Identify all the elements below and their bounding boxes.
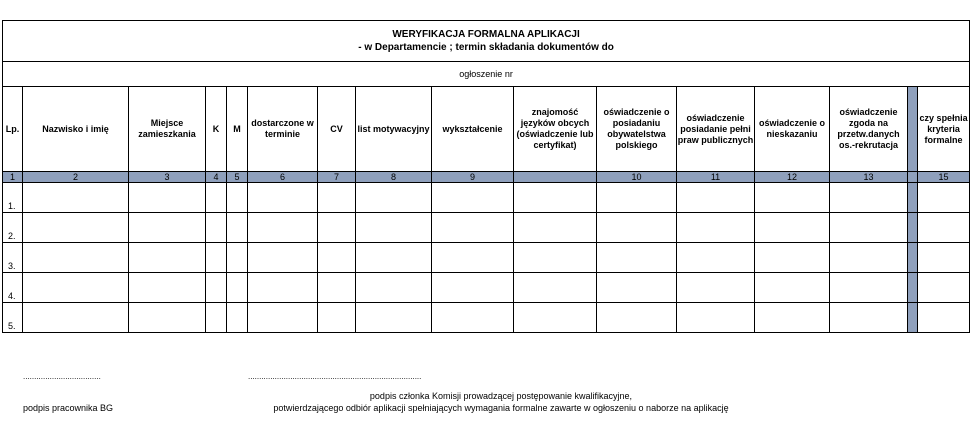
form-cell[interactable] [597, 303, 677, 333]
shaded-cell [908, 183, 918, 213]
form-cell[interactable] [227, 243, 248, 273]
form-cell[interactable] [318, 273, 356, 303]
form-cell[interactable] [206, 243, 227, 273]
table-row [3, 213, 970, 243]
header-k: K [206, 87, 227, 172]
form-cell[interactable] [356, 213, 432, 243]
form-cell[interactable] [227, 303, 248, 333]
table-row [3, 243, 970, 273]
form-cell[interactable] [830, 273, 908, 303]
form-cell[interactable] [23, 183, 129, 213]
data-rows [3, 183, 970, 333]
form-cell[interactable] [248, 303, 318, 333]
form-cell[interactable] [248, 273, 318, 303]
col-number: 10 [597, 172, 677, 183]
col-number [514, 172, 597, 183]
col-number: 15 [918, 172, 970, 183]
form-cell[interactable] [206, 303, 227, 333]
form-cell[interactable] [23, 243, 129, 273]
header-cover-letter: list motywacyjny [356, 87, 432, 172]
col-number: 2 [23, 172, 129, 183]
header-lp: Lp. [3, 87, 23, 172]
table-row [3, 273, 970, 303]
form-cell[interactable] [677, 183, 755, 213]
notice-number: ogłoszenie nr [3, 62, 970, 87]
form-cell[interactable] [206, 273, 227, 303]
form-cell[interactable] [918, 213, 970, 243]
form-cell[interactable] [356, 183, 432, 213]
header-shaded-column [908, 87, 918, 172]
row-number: 5. [3, 303, 23, 333]
header-residence: Miejsce zamieszkania [129, 87, 206, 172]
form-cell[interactable] [830, 243, 908, 273]
row-number: 3. [3, 243, 23, 273]
form-cell[interactable] [23, 303, 129, 333]
form-cell[interactable] [677, 213, 755, 243]
table-row [3, 183, 970, 213]
form-cell[interactable] [129, 213, 206, 243]
form-cell[interactable] [318, 243, 356, 273]
form-cell[interactable] [432, 243, 514, 273]
form-cell[interactable] [918, 303, 970, 333]
form-cell[interactable] [677, 243, 755, 273]
col-number: 11 [677, 172, 755, 183]
form-cell[interactable] [830, 303, 908, 333]
col-number: 13 [830, 172, 908, 183]
header-no-conviction: oświadczenie o nieskazaniu [755, 87, 830, 172]
form-cell[interactable] [514, 183, 597, 213]
signature-label-right-line2: potwierdzającego odbiór aplikacji spełniających wymagania formalne zawarte w ogłoszeniu o naborze na aplikację [273, 403, 729, 413]
form-cell[interactable] [514, 303, 597, 333]
form-cell[interactable] [514, 243, 597, 273]
form-cell[interactable] [918, 273, 970, 303]
form-cell[interactable] [23, 213, 129, 243]
form-cell[interactable] [514, 273, 597, 303]
form-cell[interactable] [677, 273, 755, 303]
form-cell[interactable] [227, 183, 248, 213]
form-cell[interactable] [129, 273, 206, 303]
form-cell[interactable] [356, 273, 432, 303]
shaded-cell [908, 273, 918, 303]
form-cell[interactable] [597, 213, 677, 243]
form-cell[interactable] [356, 243, 432, 273]
shaded-cell [908, 303, 918, 333]
signature-line-left: ................................... [23, 372, 101, 381]
verification-table [2, 20, 970, 333]
form-title-line2: - w Departamencie ; termin składania dokumentów do [358, 42, 614, 53]
form-cell[interactable] [918, 243, 970, 273]
form-cell[interactable] [227, 273, 248, 303]
header-name: Nazwisko i imię [23, 87, 129, 172]
form-cell[interactable] [755, 273, 830, 303]
form-cell[interactable] [318, 303, 356, 333]
header-public-rights: oświadczenie posiadanie pełni praw publicznych [677, 87, 755, 172]
header-meets-criteria: czy spełnia kryteria formalne [918, 87, 970, 172]
form-cell[interactable] [432, 273, 514, 303]
col-number: 4 [206, 172, 227, 183]
col-number: 9 [432, 172, 514, 183]
form-cell[interactable] [248, 243, 318, 273]
form-cell[interactable] [597, 243, 677, 273]
header-languages: znajomość języków obcych (oświadczenie lub certyfikat) [514, 87, 597, 172]
form-cell[interactable] [129, 243, 206, 273]
col-number: 5 [227, 172, 248, 183]
header-row [3, 87, 970, 172]
signature-label-right-line1: podpis członka Komisji prowadzącej postępowanie kwalifikacyjne, [369, 391, 633, 401]
row-number: 1. [3, 183, 23, 213]
form-cell[interactable] [318, 213, 356, 243]
col-number: 12 [755, 172, 830, 183]
column-number-row [3, 172, 970, 183]
form-cell[interactable] [918, 183, 970, 213]
header-delivered-on-time: dostarczone w terminie [248, 87, 318, 172]
shaded-cell [908, 213, 918, 243]
form-cell[interactable] [23, 273, 129, 303]
header-m: M [227, 87, 248, 172]
form-cell[interactable] [129, 183, 206, 213]
form-cell[interactable] [206, 183, 227, 213]
form-cell[interactable] [248, 213, 318, 243]
form-cell[interactable] [514, 213, 597, 243]
form-cell[interactable] [597, 183, 677, 213]
form-cell[interactable] [432, 303, 514, 333]
col-number: 1 [3, 172, 23, 183]
form-title [3, 21, 970, 62]
form-cell[interactable] [755, 243, 830, 273]
shaded-cell [908, 243, 918, 273]
form-title-line1: WERYFIKACJA FORMALNA APLIKACJI [392, 29, 580, 40]
signature-line-right: .............................................................................. [248, 372, 422, 381]
form-cell[interactable] [129, 303, 206, 333]
col-number: 6 [248, 172, 318, 183]
form-cell[interactable] [356, 303, 432, 333]
col-number [908, 172, 918, 183]
col-number: 7 [318, 172, 356, 183]
form-cell[interactable] [755, 213, 830, 243]
form-cell[interactable] [318, 183, 356, 213]
header-cv: CV [318, 87, 356, 172]
form-cell[interactable] [597, 273, 677, 303]
col-number: 8 [356, 172, 432, 183]
signature-label-left: podpis pracownika BG [23, 403, 114, 413]
header-data-consent: oświadczenie zgoda na przetw.danych os.-rekrutacja [830, 87, 908, 172]
form-cell[interactable] [432, 183, 514, 213]
form-cell[interactable] [227, 213, 248, 243]
table-row [3, 303, 970, 333]
row-number: 2. [3, 213, 23, 243]
form-cell[interactable] [432, 213, 514, 243]
form-cell[interactable] [206, 213, 227, 243]
form-cell[interactable] [755, 303, 830, 333]
form-cell[interactable] [248, 183, 318, 213]
header-education: wykształcenie [432, 87, 514, 172]
row-number: 4. [3, 273, 23, 303]
form-cell[interactable] [677, 303, 755, 333]
form-cell[interactable] [830, 213, 908, 243]
form-cell[interactable] [830, 183, 908, 213]
form-cell[interactable] [755, 183, 830, 213]
header-citizenship: oświadczenie o posiadaniu obywatelstwa polskiego [597, 87, 677, 172]
col-number: 3 [129, 172, 206, 183]
